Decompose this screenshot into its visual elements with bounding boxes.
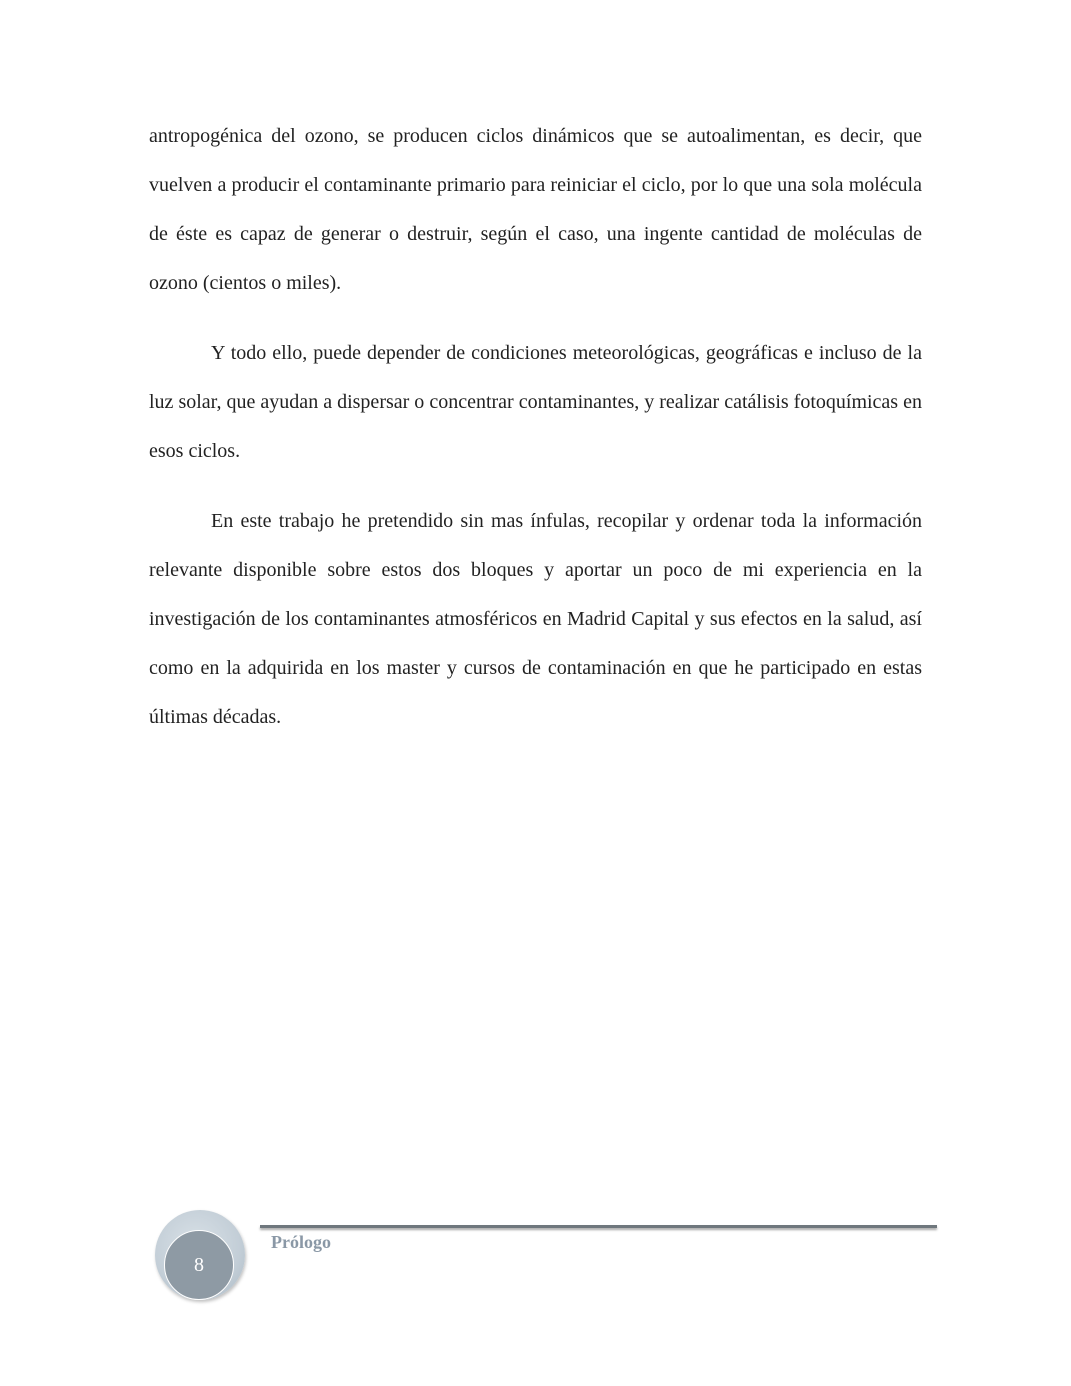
footer-section-title: Prólogo xyxy=(271,1232,331,1252)
footer-divider xyxy=(260,1225,937,1228)
page-number-badge xyxy=(155,1210,247,1302)
paragraph-continuation: antropogénica del ozono, se producen ciclos dinámicos que se autoalimentan, es decir, que vuelven a producir el contaminante primario para reiniciar el ciclo, por lo que una sola molécula de éste es capaz de generar o destruir, según el caso, una ingente cantidad de moléculas de ozono (cientos o miles). xyxy=(149,125,922,294)
paragraph-work-purpose: En este trabajo he pretendido sin mas ínfulas, recopilar y ordenar toda la información relevante disponible sobre estos dos bloques y aportar un poco de mi experiencia en la investigación de los contaminantes atmosféricos en Madrid Capital y sus efectos en la salud, así como en la adquirida en los master y cursos de contaminación en que he participado en estas últimas décadas. xyxy=(149,510,922,728)
page-body xyxy=(149,112,922,763)
paragraph-conditions: Y todo ello, puede depender de condiciones meteorológicas, geográficas e incluso de la luz solar, que ayudan a dispersar o concentrar contaminantes, y realizar catálisis fotoquímicas en esos ciclos. xyxy=(149,342,922,462)
page-number: 8 xyxy=(164,1230,234,1300)
